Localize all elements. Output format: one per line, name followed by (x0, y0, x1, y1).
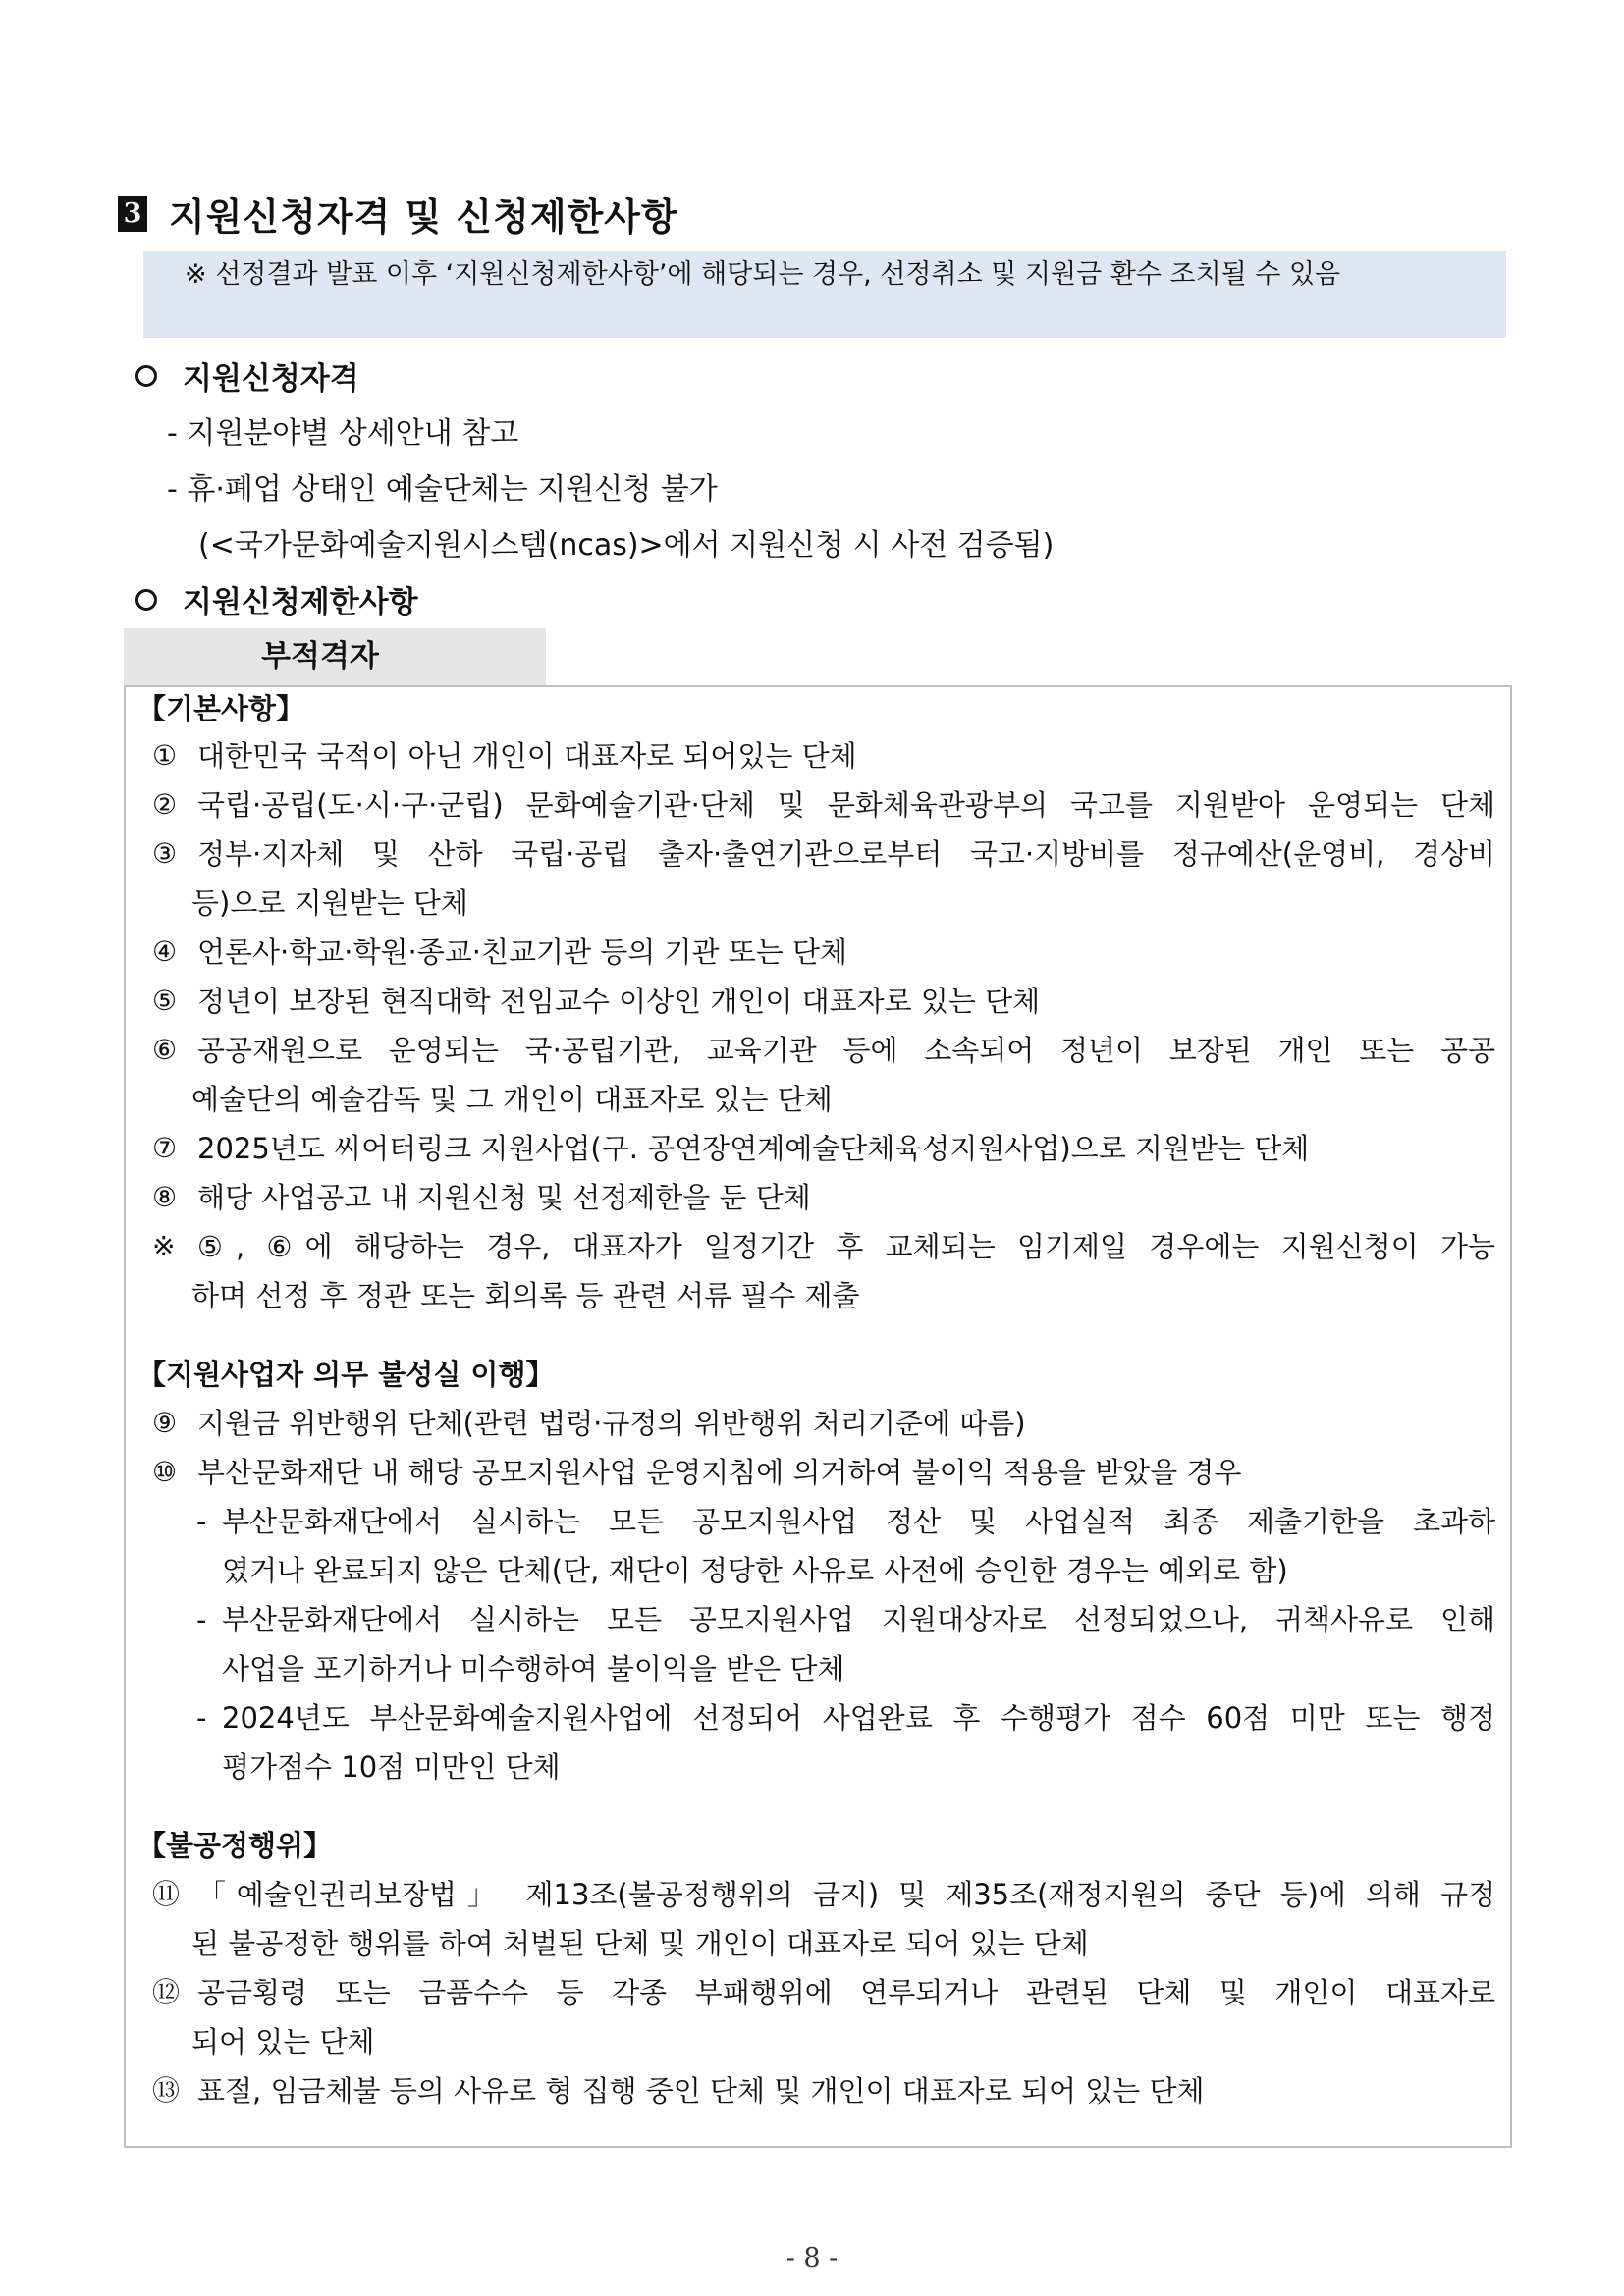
item-text: 정부·지자체 및 산하 국립·공립 출자·출연기관으로부터 국고·지방비를 정규예산(운영비, 경상비 (197, 837, 1495, 871)
section-header (118, 187, 678, 240)
item-marker: ④ (152, 935, 178, 968)
sub-item-text: 부산문화재단에서 실시하는 모든 공모지원사업 지원대상자로 선정되었으나, 귀책사유로 인해 (222, 1603, 1495, 1636)
sub-item-text: 부산문화재단에서 실시하는 모든 공모지원사업 정산 및 사업실적 최종 제출기한을 초과하 (222, 1505, 1495, 1538)
eligibility-heading (135, 353, 359, 398)
dash-marker: - (196, 1701, 207, 1735)
item-marker: ⑤ (152, 985, 178, 1017)
unfair-heading: 【불공정행위】 (137, 1829, 333, 1862)
restrictions-heading-text: 지원신청제한사항 (183, 585, 418, 620)
item-text: 2025년도 씨어터링크 지원사업(구. 공연장연계예술단체육성지원사업)으로 지원받는 단체 (197, 1132, 1310, 1165)
item-text: 「예술인권리보장법」 제13조(불공정행위의 금지) 및 제35조(재정지원의 중단 등)에 의해 규정 (197, 1878, 1495, 1911)
item-text-continued: 되어 있는 단체 (191, 2025, 375, 2058)
notice-text: ※ 선정결과 발표 이후 ‘지원신청제한사항’에 해당되는 경우, 선정취소 및 지원금 환수 조치될 수 있음 (185, 259, 1341, 290)
eligibility-line: - 지원분야별 상세안내 참고 (167, 416, 519, 451)
item-marker: ⑬ (152, 2074, 181, 2107)
dash-marker: - (196, 1603, 207, 1636)
item-text: 지원금 위반행위 단체(관련 법령·규정의 위반행위 처리기준에 따름) (197, 1407, 1026, 1440)
item-text: 공공재원으로 운영되는 국·공립기관, 교육기관 등에 소속되어 정년이 보장된 개인 또는 공공 (197, 1034, 1495, 1067)
duty-heading: 【지원사업자 의무 불성실 이행】 (137, 1358, 555, 1391)
eligibility-line: - 휴·폐업 상태인 예술단체는 지원신청 불가 (167, 472, 718, 507)
item-text: 부산문화재단 내 해당 공모지원사업 운영지침에 의거하여 불이익 적용을 받았을 경우 (197, 1456, 1242, 1489)
section-title: 지원신청자격 및 신청제한사항 (169, 195, 678, 239)
list-item (152, 829, 1495, 928)
eligibility-heading-text: 지원신청자격 (183, 361, 359, 397)
note-text-continued: 하며 선정 후 정관 또는 회의록 등 관련 서류 필수 제출 (191, 1279, 860, 1312)
item-marker: ⑧ (152, 1181, 178, 1213)
basic-heading: 【기본사항】 (137, 692, 305, 725)
item-text: 정년이 보장된 현직대학 전임교수 이상인 개인이 대표자로 있는 단체 (197, 985, 1041, 1018)
page-number: - 8 - (785, 2243, 839, 2273)
item-text-continued: 등)으로 지원받는 단체 (191, 886, 468, 920)
item-marker: ⑩ (152, 1456, 178, 1488)
sub-item-text-continued: 사업을 포기하거나 미수행하여 불이익을 받은 단체 (222, 1652, 845, 1685)
item-text: 표절, 임금체불 등의 사유로 형 집행 중인 단체 및 개인이 대표자로 되어 있는 단체 (197, 2074, 1205, 2108)
sub-list-item (196, 1595, 1495, 1693)
list-item (152, 1124, 1495, 1173)
item-text-continued: 예술단의 예술감독 및 그 개인이 대표자로 있는 단체 (191, 1083, 833, 1116)
item-marker: ⑥ (152, 1034, 178, 1066)
list-item (152, 1968, 1495, 2066)
note-item (152, 1222, 1495, 1320)
list-item (152, 1870, 1495, 1968)
list-item (152, 731, 1495, 780)
sub-list-item (196, 1693, 1495, 1791)
list-item (152, 977, 1495, 1026)
item-marker: ⑫ (152, 1976, 181, 2008)
item-marker: ⑪ (152, 1878, 181, 1910)
list-item (152, 1026, 1495, 1124)
sub-item-text: 2024년도 부산문화예술지원사업에 선정되어 사업완료 후 수행평가 점수 60점 미만 또는 행정 (222, 1701, 1495, 1735)
eligibility-line: (<국가문화예술지원시스템(ncas)>에서 지원신청 시 사전 검증됨) (198, 528, 1055, 562)
dash-marker: - (196, 1505, 207, 1538)
list-item (152, 1448, 1495, 1497)
note-marker: ※ (152, 1230, 176, 1262)
note-text: ⑤, ⑥에 해당하는 경우, 대표자가 일정기간 후 교체되는 임기제일 경우에는 지원신청이 가능 (197, 1230, 1495, 1263)
sub-list-item (196, 1497, 1495, 1595)
circle-bullet-icon (135, 589, 157, 611)
notice-box (143, 251, 1506, 338)
sub-item-text-continued: 였거나 완료되지 않은 단체(단, 재단이 정당한 사유로 사전에 승인한 경우는 예외로 함) (222, 1554, 1288, 1587)
restrictions-heading (135, 577, 418, 621)
item-marker: ③ (152, 837, 178, 870)
sub-item-text-continued: 평가점수 10점 미만인 단체 (222, 1750, 561, 1784)
item-marker: ② (152, 788, 178, 821)
circle-bullet-icon (135, 365, 157, 387)
list-item (152, 1173, 1495, 1222)
item-text-continued: 된 불공정한 행위를 하여 처벌된 단체 및 개인이 대표자로 되어 있는 단체 (191, 1927, 1089, 1960)
ineligible-tab-label: 부적격자 (124, 628, 546, 685)
item-text: 언론사·학교·학원·종교·친교기관 등의 기관 또는 단체 (197, 935, 848, 969)
item-marker: ⑨ (152, 1407, 178, 1439)
item-text: 국립·공립(도·시·구·군립) 문화예술기관·단체 및 문화체육관광부의 국고를 지원받아 운영되는 단체 (197, 788, 1495, 822)
item-marker: ⑦ (152, 1132, 178, 1164)
list-item (152, 1399, 1495, 1448)
item-text: 대한민국 국적이 아닌 개인이 대표자로 되어있는 단체 (197, 739, 857, 773)
item-text: 해당 사업공고 내 지원신청 및 선정제한을 둔 단체 (197, 1181, 811, 1214)
list-item (152, 780, 1495, 829)
list-item (152, 928, 1495, 977)
item-marker: ① (152, 739, 178, 772)
item-text: 공금횡령 또는 금품수수 등 각종 부패행위에 연루되거나 관련된 단체 및 개인이 대표자로 (197, 1976, 1495, 2009)
section-number: 3 (118, 196, 147, 232)
list-item (152, 2066, 1495, 2115)
